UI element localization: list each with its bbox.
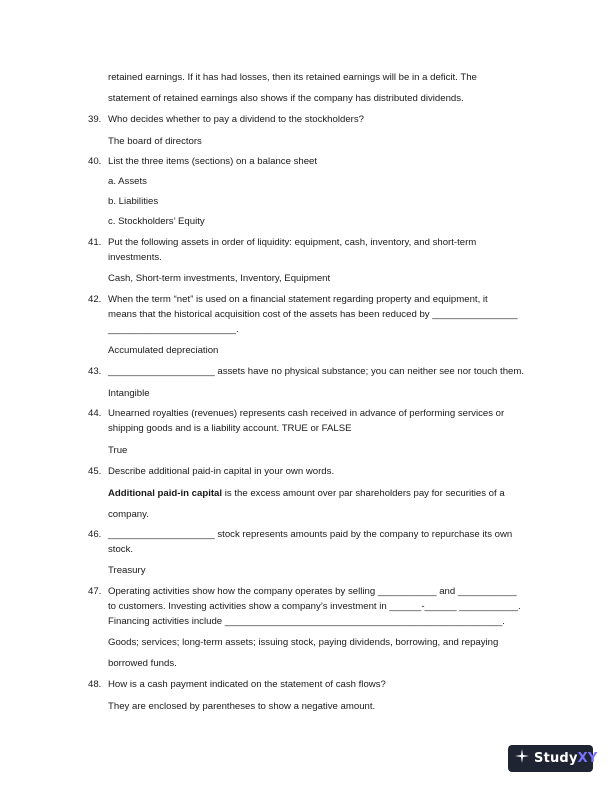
question-46-line-1: ____________________ stock represents amounts paid by the company to repurchase its own — [108, 529, 513, 540]
question-45-answer-line-1 — [108, 488, 505, 500]
question-39-text: Who decides whether to pay a dividend to the stockholders? — [108, 114, 364, 125]
question-40-item-a: a. Assets — [108, 176, 147, 187]
logo-wordmark: StudyXY — [534, 751, 598, 766]
question-48-answer: They are enclosed by parentheses to show a negative amount. — [108, 701, 376, 712]
question-47-line-2: to customers. Investing activities show a company’s investment in ______-______ ___________. — [108, 601, 521, 612]
intro-line-1: retained earnings. If it has had losses, then its retained earnings will be in a deficit. The — [108, 72, 477, 83]
question-number: 45. — [88, 466, 102, 477]
question-42-line-2: means that the historical acquisition cost of the assets has been reduced by ________________ — [108, 309, 518, 320]
question-46-line-2: stock. — [108, 544, 134, 555]
question-44-line-1: Unearned royalties (revenues) represents cash received in advance of performing services or — [108, 408, 505, 419]
question-number: 47. — [88, 586, 102, 597]
question-40-item-c: c. Stockholders’ Equity — [108, 216, 205, 227]
question-44-answer: True — [108, 445, 128, 456]
question-number: 48. — [88, 679, 102, 690]
answer-definition: is the excess amount over par shareholders pay for securities of a — [222, 488, 505, 499]
question-46-answer: Treasury — [108, 565, 146, 576]
question-42-line-1: When the term “net” is used on a financial statement regarding property and equipment, it — [108, 294, 488, 305]
question-43-text: ____________________ assets have no physical substance; you can neither see nor touch them. — [108, 366, 525, 377]
question-47-line-1: Operating activities show how the company operates by selling ___________ and ___________ — [108, 586, 517, 597]
question-47-answer-line-2: borrowed funds. — [108, 658, 177, 669]
question-45-answer-line-2: company. — [108, 509, 149, 520]
question-42-line-3: ________________________. — [108, 324, 239, 335]
question-44-line-2: shipping goods and is a liability account. TRUE or FALSE — [108, 423, 352, 434]
question-45-text: Describe additional paid-in capital in your own words. — [108, 466, 335, 477]
studyxy-logo — [508, 745, 598, 772]
question-number: 40. — [88, 156, 102, 167]
answer-term: Additional paid-in capital — [108, 488, 223, 499]
question-number: 41. — [88, 237, 102, 248]
intro-line-2: statement of retained earnings also shows if the company has distributed dividends. — [108, 93, 464, 104]
question-number: 42. — [88, 294, 102, 305]
question-47-answer-line-1: Goods; services; long-term assets; issuing stock, paying dividends, borrowing, and repaying — [108, 637, 499, 648]
question-number: 39. — [88, 114, 102, 125]
question-47-line-3: Financing activities include ____________________________________________________. — [108, 616, 505, 627]
question-number: 43. — [88, 366, 102, 377]
question-39-answer: The board of directors — [108, 136, 202, 147]
plus-star-icon — [508, 748, 530, 769]
question-41-line-1: Put the following assets in order of liquidity: equipment, cash, inventory, and short-term — [108, 237, 477, 248]
question-number: 44. — [88, 408, 102, 419]
question-40-item-b: b. Liabilities — [108, 196, 159, 207]
question-48-text: How is a cash payment indicated on the statement of cash flows? — [108, 679, 386, 690]
question-41-line-2: investments. — [108, 252, 162, 263]
question-number: 46. — [88, 529, 102, 540]
question-43-answer: Intangible — [108, 388, 150, 399]
question-42-answer: Accumulated depreciation — [108, 345, 219, 356]
question-40-text: List the three items (sections) on a balance sheet — [108, 156, 318, 167]
question-41-answer: Cash, Short-term investments, Inventory, Equipment — [108, 273, 331, 284]
